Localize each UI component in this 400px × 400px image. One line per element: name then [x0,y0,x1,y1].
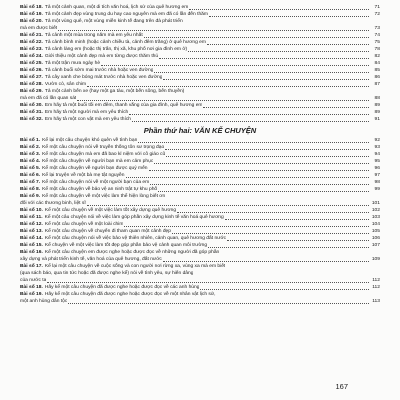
entry-number: Bài số 19. [20,12,43,17]
entry-title: Kể một câu chuyện về một việc làm thể hiện lòng biết ơn [42,194,166,199]
entry-number: Bài số 17. [20,264,43,269]
dot-leader [209,13,369,17]
toc-entry [20,277,380,284]
entry-page: 91 [374,117,380,122]
dot-leader [129,111,369,115]
entry-number: Bài số 15. [20,243,43,248]
toc-entry [20,284,380,291]
toc-entry [20,4,380,11]
toc-entry [20,53,380,60]
toc-entry [20,200,380,207]
entry-title: Kể lại một câu chuyện khó quên về tình bạn [42,138,138,143]
entry-title: Em hãy tả một buổi tối em đêm, thanh vắng của gia đình, quê hương em [44,103,203,108]
entry-page: 73 [374,26,380,31]
entry-title: Kể một câu chuyện về bảo vệ an ninh trật tự khu phố [42,187,158,192]
entry-title: Tả cảnh buổi sớm mai trước nhà hoặc ven đường [44,68,154,73]
entry-page: 89 [374,110,380,115]
entry-title: (qua sách báo, qua tin tức hoặc đã được nghe kể) nói về tình yêu, sự hiến dâng [20,271,194,276]
entry-title: Tả cảnh bình minh (hoặc cảnh chiều tà, cảnh đêm trăng) ở quê hương em [44,40,206,45]
entry-page: 92 [374,138,380,143]
entry-number: Bài số 31. [20,110,43,115]
entry-page: 94 [374,152,380,157]
toc-entry [20,214,380,221]
dot-leader [158,188,369,192]
entry-number: Bài số 8. [20,187,41,192]
dot-leader [132,118,369,122]
entry-number: Bài số 5. [20,166,41,171]
entry-number: Bài số 7. [20,180,41,185]
toc-entry [20,81,380,88]
toc-entry [20,291,380,298]
entry-title: Kể một câu chuyện về người bạn được quý mến [42,166,148,171]
toc-entry [20,95,380,102]
entry-page: 71 [374,5,380,10]
dot-leader [165,146,369,150]
entry-title: Tả cảnh một mùa trong năm mà em yêu nhất [44,33,143,38]
entry-title: Em hãy tả một con vật mà em yêu thích [44,117,132,122]
entry-title: mà em đã có lần quan sát [20,96,77,101]
entry-title: Kể một câu chuyện nói về truyền thống tôn sư trọng đạo [42,145,165,150]
entry-title: Tả cây xanh che bóng mát trước nhà hoặc ven đường [44,75,163,80]
toc-entry [20,193,380,200]
toc-entry [20,60,380,67]
toc-entry [20,186,380,193]
entry-page: 88 [374,96,380,101]
toc-entry [20,263,380,270]
entry-page: 103 [371,215,380,220]
entry-page: 106 [371,236,380,241]
entry-title: Kể một câu chuyện về một loài chim [44,222,124,227]
entry-title: một anh hùng dân tộc [20,299,68,304]
page-number: 167 [335,382,348,391]
entry-page: 84 [374,61,380,66]
dot-leader [227,237,369,241]
entry-page: 107 [371,243,380,248]
dot-leader [144,34,369,38]
entry-number: Bài số 18. [20,285,43,290]
entry-number: Bài số 22. [20,40,43,45]
dot-leader [200,286,369,290]
toc-entry [20,144,380,151]
toc-entry [20,25,380,32]
entry-number: Bài số 25. [20,61,43,66]
table-of-contents [20,4,380,305]
entry-number: Bài số 14. [20,236,43,241]
dot-leader [189,6,369,10]
entry-number: Bài số 4. [20,159,41,164]
entry-page: 104 [371,222,380,227]
dot-leader [154,69,369,73]
toc-entry [20,165,380,172]
entry-title: đối với các thương binh, liệt sĩ [20,201,86,206]
part1-list [20,4,380,123]
toc-entry [20,151,380,158]
entry-page: 98 [374,180,380,185]
entry-title: Kể chuyện về một việc làm tốt đẹp góp phần bảo vệ cảnh quan môi trường [44,243,208,248]
toc-entry [20,270,380,277]
entry-title: Tả cảnh làng em (hoặc thị trấn, thị xã, khu phố nơi gia đình em ở) [44,47,188,52]
entry-title: Hãy kể một câu chuyện đã được nghe hoặc được đọc về các anh hùng [44,285,200,290]
entry-number: Bài số 30. [20,103,43,108]
toc-entry [20,179,380,186]
entry-number: Bài số 12. [20,222,43,227]
entry-page: 97 [374,173,380,178]
dot-leader [208,244,369,248]
toc-entry [20,172,380,179]
dot-leader [163,258,369,262]
entry-number: Bài số 6. [20,173,41,178]
entry-number: Bài số 2. [20,145,41,150]
entry-page: 78 [374,47,380,52]
dot-leader [177,209,369,213]
dot-leader [126,174,370,178]
entry-title: Kể lại một câu chuyện về cuộc sống và con người nơi rừng xa, vùng xa mà em biết [44,264,226,269]
toc-entry [20,228,380,235]
entry-page: 113 [372,299,380,304]
entry-title: mà em được biết [20,26,58,31]
toc-entry [20,256,380,263]
entry-page: 101 [371,201,380,206]
toc-entry [20,11,380,18]
dot-leader [87,83,369,87]
toc-entry [20,67,380,74]
entry-page: 87 [374,82,380,87]
entry-number: Bài số 24. [20,54,43,59]
entry-number: Bài số 9. [20,194,41,199]
entry-number: Bài số 23. [20,47,43,52]
dot-leader [58,27,369,31]
entry-title: Kể một câu chuyện em được nghe hoặc được đọc về những người đã góp phần [44,250,220,255]
entry-number: Bài số 11. [20,215,43,220]
entry-page: 82 [374,54,380,59]
section-title: Phần thứ hai: VĂN KỂ CHUYỆN [143,126,257,135]
toc-entry [20,137,380,144]
entry-page: 102 [371,208,380,213]
dot-leader [149,167,369,171]
entry-number: Bài số 18. [20,5,43,10]
toc-entry [20,74,380,81]
dot-leader [77,97,369,101]
entry-title: Em hãy tả một người mà em yêu thích [44,110,129,115]
entry-page: 93 [374,145,380,150]
entry-title: Kể một câu chuyện về chuyến đi tham quan một cảnh đẹp [44,229,171,234]
dot-leader [203,104,369,108]
dot-leader [150,181,369,185]
entry-number: Bài số 19. [20,292,43,297]
entry-page: 75 [374,40,380,45]
entry-number: Bài số 21. [20,33,43,38]
dot-leader [172,230,369,234]
toc-entry [20,207,380,214]
dot-leader [138,139,369,143]
dot-leader [154,160,369,164]
toc-entry [20,109,380,116]
entry-title: xây dựng và phát triển kinh tế, văn hoá của quê hương, đất nước [20,257,162,262]
entry-number: Bài số 20. [20,19,43,24]
entry-number: Bài số 3. [20,152,41,157]
entry-number: Bài số 28. [20,82,43,87]
toc-entry [20,221,380,228]
entry-page: 74 [374,33,380,38]
entry-page: 95 [374,159,380,164]
entry-title: Kể một câu chuyện về người bạn mà em cảm phục [42,159,154,164]
entry-page: 109 [371,257,380,262]
toc-entry [20,46,380,53]
entry-title: Tả một cảnh đẹp vùng trung du hay cao nguyên mà em đã có lần đến thăm [44,12,208,17]
toc-entry [20,158,380,165]
dot-leader [159,55,369,59]
dot-leader [207,41,369,45]
entry-page: 85 [374,68,380,73]
entry-title: Tả một cảnh bến xe (hay một ga tàu, một bến sông, bến thuyền) [44,89,185,94]
dot-leader [188,48,369,52]
toc-entry [20,88,380,95]
entry-title: Kể một câu chuyện nói về việc làm góp phần xây dựng kinh tế văn hoá quê hương [44,215,224,220]
entry-title: Tả một vùng quê, một vùng miền kinh tế đang trên đà phát triển [44,19,183,24]
toc-entry [20,242,380,249]
entry-page: 112 [372,278,380,283]
toc-entry [20,298,380,305]
entry-title: Kể lại truyện về một bà mẹ tật nguyền [42,173,125,178]
entry-page: 72 [374,12,380,17]
entry-title: Tả một trận mưa ngày hè [44,61,101,66]
entry-number: Bài số 27. [20,75,43,80]
entry-title: Hãy kể một câu chuyện đã được nghe hoặc được đọc về một nhân vật lịch sử, [44,292,216,297]
toc-entry [20,235,380,242]
entry-page: 112 [372,285,380,290]
entry-title: Vườn cò, sân chim [44,82,87,87]
toc-entry [20,39,380,46]
part2-list [20,137,380,305]
entry-number: Bài số 16. [20,250,43,255]
entry-title: Kể một câu chuyện nói về việc bảo vệ thiên nhiên, cảnh quan, quê hương đất nước [44,236,227,241]
dot-leader [225,216,369,220]
toc-entry [20,249,380,256]
entry-number: Bài số 32. [20,117,43,122]
entry-page: 99 [374,187,380,192]
entry-number: Bài số 26. [20,68,43,73]
entry-number: Bài số 10. [20,208,43,213]
entry-title: Kể một câu chuyện nói về một người bạn của em [42,180,150,185]
entry-title: Kể một câu chuyện về một việc làm tốt xây dựng quê hương [44,208,177,213]
dot-leader [166,153,369,157]
dot-leader [47,279,369,283]
entry-number: Bài số 13. [20,229,43,234]
toc-entry [20,18,380,25]
entry-title: Tả một cảnh quan, một di tích văn hoá, lịch sử của quê hương em [44,5,189,10]
entry-page: 86 [374,75,380,80]
dot-leader [163,76,369,80]
entry-number: Bài số 1. [20,138,41,143]
entry-page: 89 [374,103,380,108]
entry-title: Giới thiệu một cảnh đẹp mà em từng được thăm thú [44,54,159,59]
dot-leader [87,202,369,206]
entry-title: của nước ta [20,278,47,283]
entry-page: 96 [374,166,380,171]
entry-number: Bài số 29. [20,89,43,94]
entry-page: 105 [371,229,380,234]
dot-leader [68,300,369,304]
toc-entry [20,102,380,109]
toc-entry [20,116,380,123]
dot-leader [124,223,369,227]
entry-title: Kể một câu chuyện mà em đã bao kỉ niệm với cô giáo cũ [42,152,166,157]
toc-entry [20,32,380,39]
dot-leader [101,62,369,66]
